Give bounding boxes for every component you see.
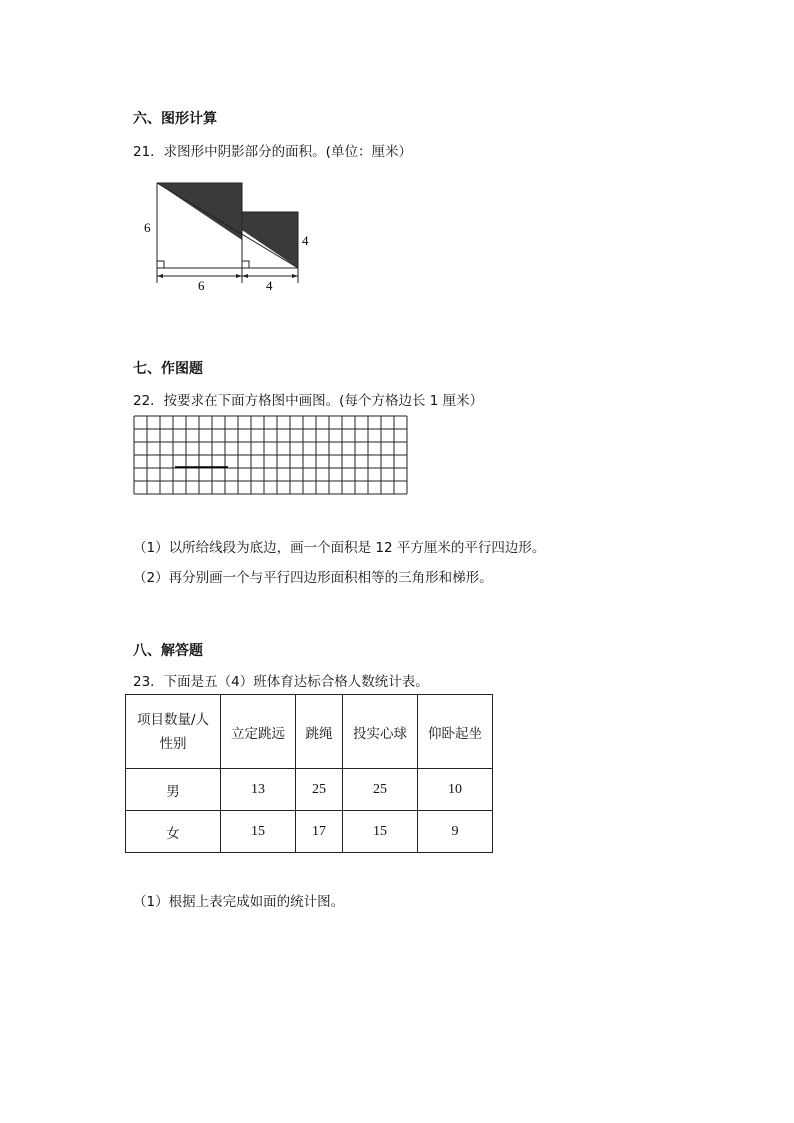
- label-right-height: 4: [302, 233, 309, 248]
- label-bottom-left: 6: [198, 278, 205, 293]
- row-label-female: 女: [126, 811, 221, 853]
- table-cell: 15: [221, 811, 296, 853]
- label-left-height: 6: [144, 220, 151, 235]
- question-22-part-1: （1）以所给线段为底边，画一个面积是 12 平方厘米的平行四边形。: [133, 540, 546, 556]
- table-cell: 15: [343, 811, 418, 853]
- shaded-triangle-large: [157, 183, 242, 240]
- question-22-part-2: （2）再分别画一个与平行四边形面积相等的三角形和梯形。: [133, 570, 493, 586]
- table-cell: 25: [296, 769, 343, 811]
- table-cell: 13: [221, 769, 296, 811]
- table-row: [126, 811, 493, 853]
- table-cell: 17: [296, 811, 343, 853]
- column-header-rope-skipping: 跳绳: [296, 695, 343, 769]
- question-23-part-1: （1）根据上表完成如面的统计图。: [133, 894, 345, 910]
- right-angle-mark-right: [242, 261, 249, 268]
- right-angle-mark-left: [157, 261, 164, 268]
- column-header-shot-put: 投实心球: [343, 695, 418, 769]
- shaded-area-figure: [140, 175, 315, 295]
- row-label-male: 男: [126, 769, 221, 811]
- table-header-corner: 项目数量/人 性别: [126, 695, 221, 769]
- column-header-standing-jump: 立定跳远: [221, 695, 296, 769]
- section-6-heading: 六、图形计算: [133, 111, 217, 127]
- question-21: 21．求图形中阴影部分的面积。(单位：厘米）: [133, 144, 412, 160]
- shaded-region-small: [242, 212, 298, 268]
- table-row: [126, 769, 493, 811]
- fitness-stats-table: [125, 694, 493, 853]
- question-23: 23．下面是五（4）班体育达标合格人数统计表。: [133, 674, 429, 690]
- label-bottom-right: 4: [266, 278, 273, 293]
- section-8-heading: 八、解答题: [133, 643, 203, 659]
- table-cell: 9: [418, 811, 493, 853]
- question-22: 22．按要求在下面方格图中画图。(每个方格边长 1 厘米）: [133, 393, 484, 409]
- drawing-grid: [133, 415, 413, 495]
- section-7-heading: 七、作图题: [133, 361, 203, 377]
- column-header-sit-ups: 仰卧起坐: [418, 695, 493, 769]
- table-cell: 25: [343, 769, 418, 811]
- table-cell: 10: [418, 769, 493, 811]
